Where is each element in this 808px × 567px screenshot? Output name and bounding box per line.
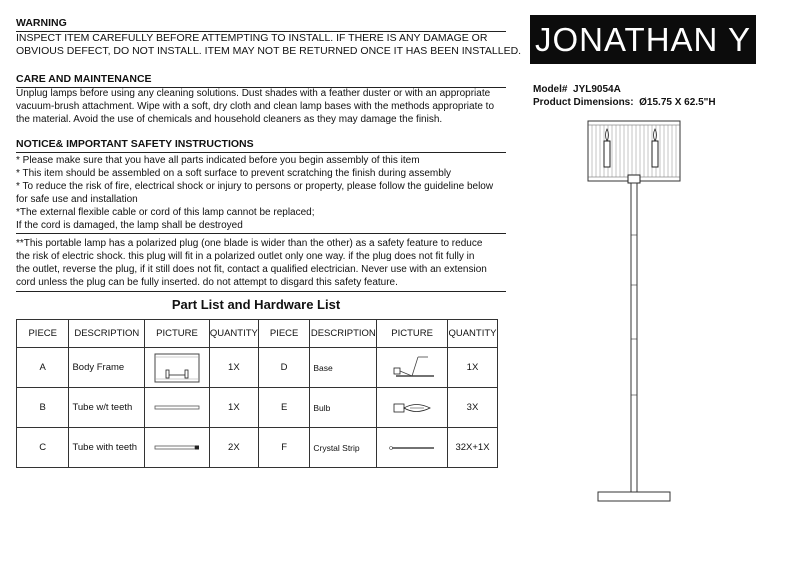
table-row <box>17 388 498 428</box>
parts-table <box>16 319 498 468</box>
piece-cell: C <box>17 428 69 468</box>
divider <box>16 233 506 234</box>
description-cell: Tube with teeth <box>69 428 145 468</box>
quantity-cell: 2X <box>209 428 258 468</box>
parts-table-title: Part List and Hardware List <box>171 297 341 312</box>
tube-with-teeth-icon <box>145 428 210 468</box>
column-header: DESCRIPTION <box>310 320 377 348</box>
column-header: QUANTITY <box>447 320 497 348</box>
column-header: PIECE <box>17 320 69 348</box>
crystal-strip-icon <box>377 428 448 468</box>
table-row <box>17 428 498 468</box>
column-header: PIECE <box>258 320 309 348</box>
warning-text: INSPECT ITEM CAREFULLY BEFORE ATTEMPTING TO INSTALL. IF THERE IS ANY DAMAGE OR OBVIOUS DEFECT, DO NOT INSTALL. ITEM MAY NOT BE RETURNED ONCE IT HAS BEEN INSTALLED. <box>16 32 522 57</box>
description-cell: Tube w/t teeth <box>69 388 145 428</box>
bulb-icon <box>377 388 448 428</box>
care-heading: CARE AND MAINTENANCE <box>16 73 506 88</box>
plug-notice-text: **This portable lamp has a polarized plug (one blade is wider than the other) as a safety feature to reduce the risk of electric shock. this plug will fit in a polarized outlet only one way. if the plug does not fit fully in the outlet, reverse the plug, if it still does not fit, contact a qualified electrician. Never use with an extension cord unless the plug can be fully inserted. do not attempt to disgard this safety feature. <box>16 238 487 288</box>
column-header: DESCRIPTION <box>69 320 145 348</box>
description-cell: Crystal Strip <box>310 428 377 468</box>
description-cell: Base <box>310 348 377 388</box>
quantity-cell: 32X+1X <box>447 428 497 468</box>
piece-cell: E <box>258 388 309 428</box>
warning-heading: WARNING <box>16 17 506 32</box>
dimensions-label: Product Dimensions: <box>533 97 634 108</box>
table-header-row <box>17 320 498 348</box>
tube-without-teeth-icon <box>145 388 210 428</box>
description-cell: Body Frame <box>69 348 145 388</box>
quantity-cell: 1X <box>209 388 258 428</box>
divider <box>16 291 506 292</box>
dimensions-line <box>533 97 716 108</box>
dimensions-value: Ø15.75 X 62.5"H <box>639 97 716 108</box>
column-header: PICTURE <box>377 320 448 348</box>
column-header: PICTURE <box>145 320 210 348</box>
floor-lamp-illustration <box>580 115 690 510</box>
model-line <box>533 84 621 95</box>
safety-text: * Please make sure that you have all parts indicated before you begin assembly of this item * This item should be assembled on a soft surface to prevent scratching the finish during assembly * To reduce the risk of fire, electrical shock or injury to persons or property, please follow the guideline below for safe use and installation *The external flexible cable or cord of this lamp cannot be replaced; If the cord is damaged, the lamp shall be destroyed <box>16 155 494 231</box>
table-row <box>17 348 498 388</box>
model-value: JYL9054A <box>573 84 621 95</box>
quantity-cell: 3X <box>447 388 497 428</box>
safety-heading: NOTICE& IMPORTANT SAFETY INSTRUCTIONS <box>16 138 506 153</box>
piece-cell: B <box>17 388 69 428</box>
piece-cell: A <box>17 348 69 388</box>
description-cell: Bulb <box>310 388 377 428</box>
piece-cell: F <box>258 428 309 468</box>
care-text: Unplug lamps before using any cleaning solutions. Dust shades with a feather duster or with an appropriate vacuum-brush attachment. Wipe with a soft, dry cloth and clean lamp bases with the methods appropriate to the material. Avoid the use of chemicals and household cleaners as they may damage the finish. <box>16 88 495 125</box>
base-icon <box>377 348 448 388</box>
quantity-cell: 1X <box>209 348 258 388</box>
column-header: QUANTITY <box>209 320 258 348</box>
body-frame-icon <box>145 348 210 388</box>
brand-logo: JONATHAN Y <box>530 15 756 64</box>
model-label: Model# <box>533 84 568 95</box>
piece-cell: D <box>258 348 309 388</box>
quantity-cell: 1X <box>447 348 497 388</box>
